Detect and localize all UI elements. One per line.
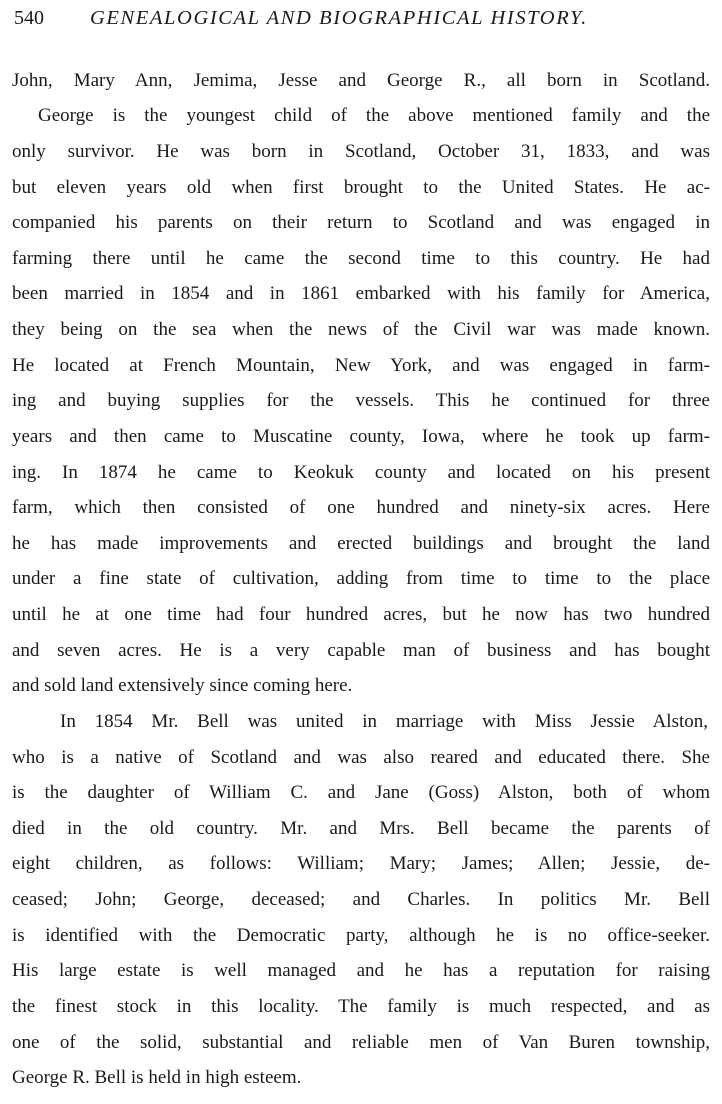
text-line: ceased; John; George, deceased; and Charles. In politics Mr. Bell (12, 889, 710, 910)
text-line: only survivor. He was born in Scotland, October 31, 1833, and was (12, 141, 710, 162)
text-line: farm, which then consisted of one hundred and ninety-six acres. Here (12, 497, 710, 518)
text-line: ing and buying supplies for the vessels. This he continued for three (12, 390, 710, 411)
text-line: George R. Bell is held in high esteem. (12, 1067, 302, 1088)
text-line: the finest stock in this locality. The family is much respected, and as (12, 996, 710, 1017)
text-line: years and then came to Muscatine county, Iowa, where he took up farm- (12, 426, 710, 447)
text-line: He located at French Mountain, New York, and was engaged in farm- (12, 355, 710, 376)
text-line: ing. In 1874 he came to Keokuk county and located on his present (12, 462, 710, 483)
text-line: died in the old country. Mr. and Mrs. Bell became the parents of (12, 818, 710, 839)
page-header (14, 4, 704, 32)
text-line: and seven acres. He is a very capable man of business and has bought (12, 640, 710, 661)
text-line: he has made improvements and erected buildings and brought the land (12, 533, 710, 554)
text-line: who is a native of Scotland and was also reared and educated there. She (12, 747, 710, 768)
text-line: eight children, as follows: William; Mary; James; Allen; Jessie, de- (12, 853, 710, 874)
text-line: farming there until he came the second time to this country. He had (12, 248, 710, 269)
text-line: under a fine state of cultivation, adding from time to time to the place (12, 568, 710, 589)
text-line: George is the youngest child of the above mentioned family and the (38, 105, 710, 126)
text-line: been married in 1854 and in 1861 embarked with his family for America, (12, 283, 710, 304)
text-line: and sold land extensively since coming here. (12, 675, 353, 696)
text-line: but eleven years old when first brought to the United States. He ac- (12, 177, 710, 198)
text-line: In 1854 Mr. Bell was united in marriage with Miss Jessie Alston, (60, 711, 708, 732)
text-line: until he at one time had four hundred acres, but he now has two hundred (12, 604, 710, 625)
text-line: His large estate is well managed and he has a reputation for raising (12, 960, 710, 981)
text-line: is identified with the Democratic party, although he is no office-seeker. (12, 925, 710, 946)
running-title: GENEALOGICAL AND BIOGRAPHICAL HISTORY. (90, 7, 588, 29)
text-line: they being on the sea when the news of the Civil war was made known. (12, 319, 710, 340)
text-line: is the daughter of William C. and Jane (Goss) Alston, both of whom (12, 782, 710, 803)
text-line: John, Mary Ann, Jemima, Jesse and George R., all born in Scotland. (12, 70, 710, 91)
text-line: one of the solid, substantial and reliable men of Van Buren township, (12, 1032, 710, 1053)
text-line: companied his parents on their return to Scotland and was engaged in (12, 212, 710, 233)
page-number: 540 (14, 7, 44, 29)
